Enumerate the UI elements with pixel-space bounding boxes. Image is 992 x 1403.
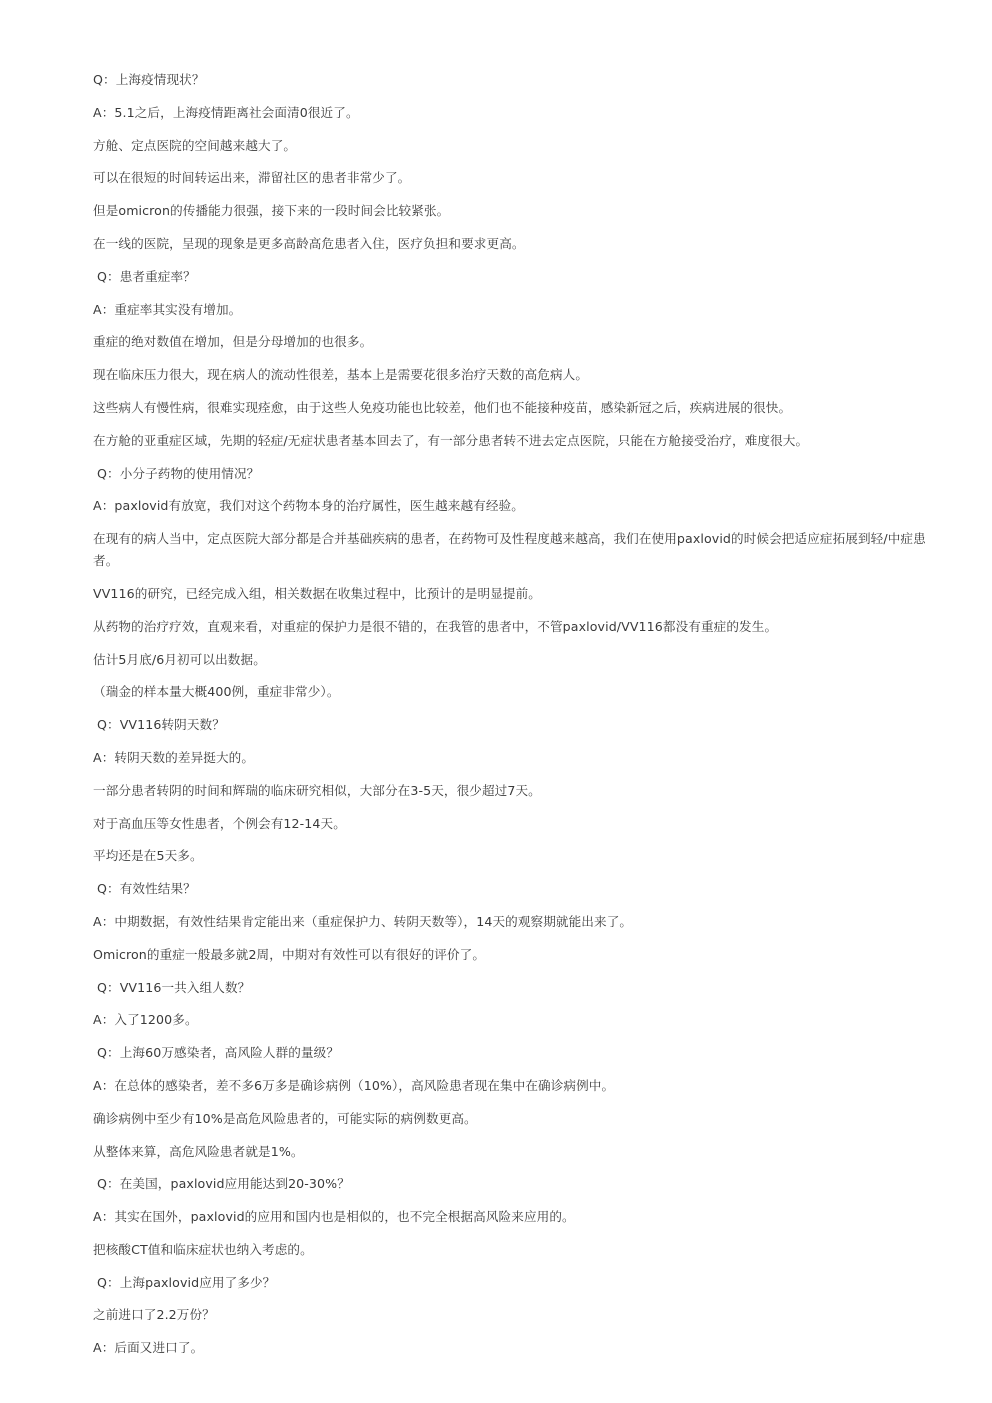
text-line: 现在临床压力很大，现在病人的流动性很差，基本上是需要花很多治疗天数的高危病人。 — [93, 367, 589, 383]
question-line: Q：有效性结果？ — [97, 881, 196, 897]
text-line: 一部分患者转阴的时间和辉瑞的临床研究相似，大部分在3-5天，很少超过7天。 — [93, 782, 541, 798]
text-line: A：其实在国外，paxlovid的应用和国内也是相似的，也不完全根据高风险来应用的。 — [93, 1209, 575, 1225]
text-line: 可以在很短的时间转运出来，滞留社区的患者非常少了。 — [93, 170, 411, 186]
document-body — [93, 69, 943, 1370]
text-line: 在现有的病人当中，定点医院大部分都是合并基础疾病的患者，在药物可及性程度越来越高，我们在使用paxlovid的时候会把适应症拓展到轻/中症患者。 — [93, 531, 926, 569]
text-line: 这些病人有慢性病，很难实现痊愈，由于这些人免疫功能也比较差，他们也不能接种疫苗，感染新冠之后，疾病进展的很快。 — [93, 399, 792, 415]
text-line: A：后面又进口了。 — [93, 1340, 204, 1356]
text-line: A：中期数据，有效性结果肯定能出来（重症保护力、转阴天数等），14天的观察期就能出来了。 — [93, 913, 633, 929]
question-line: Q：小分子药物的使用情况？ — [97, 465, 260, 481]
text-line: VV116的研究，已经完成入组，相关数据在收集过程中，比预计的是明显提前。 — [93, 585, 541, 601]
text-line: Omicron的重症一般最多就2周，中期对有效性可以有很好的评价了。 — [93, 946, 486, 962]
question-line: Q：上海paxlovid应用了多少？ — [97, 1274, 276, 1290]
question-line: Q：上海疫情现状？ — [93, 72, 205, 87]
text-line: 确诊病例中至少有10%是高危风险患者的，可能实际的病例数更高。 — [93, 1110, 477, 1126]
text-line: 在方舱的亚重症区域，先期的轻症/无症状患者基本回去了，有一部分患者转不进去定点医院，只能在方舱接受治疗，难度很大。 — [93, 432, 809, 448]
question-line: Q：上海60万感染者，高风险人群的量级？ — [97, 1045, 340, 1061]
text-line: （瑞金的样本量大概400例，重症非常少）。 — [93, 684, 340, 700]
text-line: A：转阴天数的差异挺大的。 — [93, 749, 255, 765]
text-line: A：5.1之后，上海疫情距离社会面清0很近了。 — [93, 104, 359, 120]
question-line: Q：VV116一共入组人数？ — [97, 979, 251, 995]
text-line: 在一线的医院，呈现的现象是更多高龄高危患者入住，医疗负担和要求更高。 — [93, 235, 525, 251]
text-line: 平均还是在5天多。 — [93, 848, 203, 864]
text-line: 对于高血压等女性患者，个例会有12-14天。 — [93, 815, 346, 831]
question-line: Q：患者重症率？ — [97, 268, 196, 284]
question-line: Q：在美国，paxlovid应用能达到20-30%？ — [97, 1176, 350, 1192]
text-line: 从整体来算，高危风险患者就是1%。 — [93, 1143, 304, 1159]
text-line: 重症的绝对数值在增加，但是分母增加的也很多。 — [93, 334, 373, 350]
text-line: A：在总体的感染者，差不多6万多是确诊病例（10%），高风险患者现在集中在确诊病例中。 — [93, 1077, 615, 1093]
text-line: A：paxlovid有放宽，我们对这个药物本身的治疗属性，医生越来越有经验。 — [93, 498, 524, 514]
text-line: 方舱、定点医院的空间越来越大了。 — [93, 137, 297, 153]
text-line: 估计5月底/6月初可以出数据。 — [93, 651, 266, 667]
text-line: A：重症率其实没有增加。 — [93, 301, 242, 317]
question-line: Q：VV116转阴天数？ — [97, 717, 225, 733]
text-line: A：入了1200多。 — [93, 1012, 198, 1028]
text-line: 之前进口了2.2万份？ — [93, 1307, 215, 1323]
text-line: 把核酸CT值和临床症状也纳入考虑的。 — [93, 1241, 313, 1257]
text-line: 从药物的治疗疗效，直观来看，对重症的保护力是很不错的，在我管的患者中，不管paxlovid/VV116都没有重症的发生。 — [93, 618, 778, 634]
text-line: 但是omicron的传播能力很强，接下来的一段时间会比较紧张。 — [93, 203, 450, 219]
